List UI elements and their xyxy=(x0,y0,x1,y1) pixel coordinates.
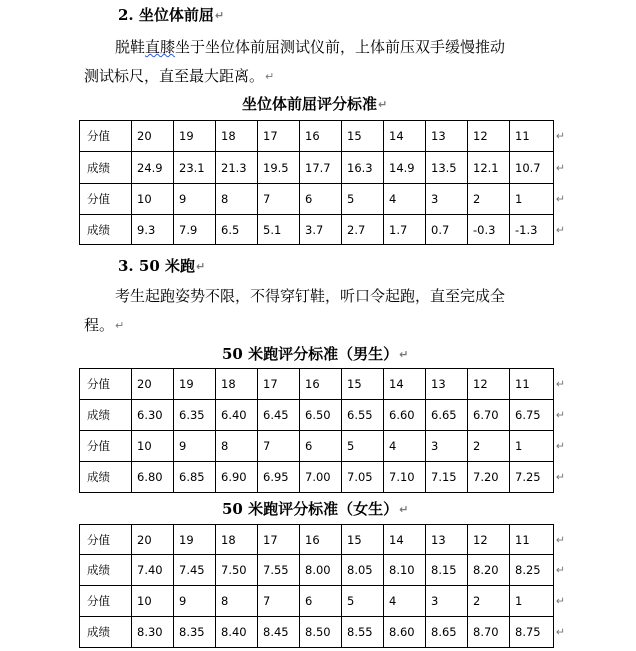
table-cell xyxy=(510,152,565,184)
row-label: 成绩 xyxy=(80,400,132,431)
cell-value: 21.3 xyxy=(221,160,247,175)
cell-value: 18 xyxy=(221,129,236,143)
table-cell xyxy=(258,462,300,493)
table-row xyxy=(80,400,554,431)
cell-value: 13 xyxy=(431,532,446,547)
table-cell xyxy=(342,152,384,184)
cell-value: 4 xyxy=(389,192,397,206)
table-cell xyxy=(510,184,565,215)
cell-value: 11 xyxy=(515,377,530,391)
cell-value: 9.3 xyxy=(137,222,156,237)
cell-value: 8 xyxy=(221,594,229,608)
row-label: 成绩 xyxy=(80,617,132,648)
table-cell xyxy=(300,184,342,215)
table-cell xyxy=(468,462,510,493)
table-cell xyxy=(468,617,510,648)
table-row xyxy=(80,152,554,184)
cell-value: 8.45 xyxy=(263,625,289,639)
table-cell xyxy=(384,400,426,431)
table-cell xyxy=(132,121,174,152)
table-cell xyxy=(258,121,300,152)
table-cell xyxy=(174,431,216,462)
table-cell xyxy=(342,431,384,462)
table-cell xyxy=(510,462,565,493)
table-cell xyxy=(216,215,258,245)
cell-value: 7 xyxy=(263,594,271,608)
table-cell xyxy=(510,617,565,648)
cell-value: 9 xyxy=(179,439,187,453)
table-cell xyxy=(216,121,258,152)
table-cell xyxy=(216,462,258,493)
cell-value: 13 xyxy=(431,377,446,391)
table-cell xyxy=(342,462,384,493)
table-cell xyxy=(426,400,468,431)
cell-value: 8.05 xyxy=(347,563,373,577)
cell-value: 3.7 xyxy=(305,222,324,237)
table-cell xyxy=(510,525,565,555)
table-cell xyxy=(384,431,426,462)
table-cell xyxy=(132,586,174,617)
cell-value: 6.35 xyxy=(179,408,205,422)
cell-value: 2.7 xyxy=(347,222,366,237)
table-cell xyxy=(342,400,384,431)
cell-value: 6.90 xyxy=(221,470,247,484)
table-cell xyxy=(300,152,342,184)
table-cell xyxy=(426,184,468,215)
table-cell xyxy=(468,215,510,245)
table-cell xyxy=(132,617,174,648)
row-label: 成绩 xyxy=(80,555,132,586)
cell-value: 8 xyxy=(221,192,229,206)
cell-value: 16 xyxy=(305,129,320,143)
cell-value: 7 xyxy=(263,439,271,453)
spellcheck-underlined-word: 直膝 xyxy=(145,38,176,56)
cell-value: 8.50 xyxy=(305,625,331,639)
cell-value: 15 xyxy=(347,377,362,391)
table-cell xyxy=(342,586,384,617)
cell-value: 5.1 xyxy=(263,222,282,237)
table-cell xyxy=(300,525,342,555)
row-label: 成绩 xyxy=(80,462,132,493)
cell-value: 6.80 xyxy=(137,470,163,484)
table-cell xyxy=(510,400,565,431)
table-cell xyxy=(426,152,468,184)
cell-value: 7.50 xyxy=(221,563,247,577)
cell-value: 19 xyxy=(179,532,194,547)
table-cell xyxy=(300,121,342,152)
table-cell xyxy=(174,369,216,400)
cell-value: 7.40 xyxy=(137,563,163,577)
table-cell xyxy=(174,555,216,586)
table-cell xyxy=(300,369,342,400)
table-cell xyxy=(342,525,384,555)
cell-value: 8.30 xyxy=(137,625,163,639)
cell-value: 8.10 xyxy=(389,563,415,577)
paragraph-mark-icon: ↵ xyxy=(399,348,409,361)
section-heading-50m-run: 3. 50 米跑↵ xyxy=(118,257,206,275)
cell-value: 12 xyxy=(473,129,488,143)
row-label: 成绩 xyxy=(80,215,132,245)
cell-value: 6.85 xyxy=(179,470,205,484)
table-row xyxy=(80,555,554,586)
row-label: 分值 xyxy=(80,431,132,462)
row-end-mark-icon: ↵ xyxy=(555,223,565,236)
table-cell xyxy=(342,555,384,586)
table-cell xyxy=(216,369,258,400)
row-end-mark-icon: ↵ xyxy=(555,161,565,174)
50m-female-score-table xyxy=(79,524,565,648)
cell-value: 20 xyxy=(137,129,152,143)
cell-value: 8.40 xyxy=(221,625,247,639)
cell-value: 8.35 xyxy=(179,625,205,639)
section-heading-sit-and-reach: 2. 坐位体前屈↵ xyxy=(118,6,225,24)
table-cell xyxy=(174,121,216,152)
cell-value: 10 xyxy=(137,594,152,608)
table-cell xyxy=(258,617,300,648)
table-cell xyxy=(174,525,216,555)
table-row xyxy=(80,184,554,215)
table-cell xyxy=(300,586,342,617)
cell-value: 13 xyxy=(431,129,446,143)
cell-value: 7.9 xyxy=(179,222,198,237)
table-cell xyxy=(468,369,510,400)
cell-value: 16 xyxy=(305,377,320,391)
table-cell xyxy=(258,400,300,431)
cell-value: 14 xyxy=(389,377,404,391)
table-cell xyxy=(384,525,426,555)
cell-value: 14 xyxy=(389,129,404,143)
table-cell xyxy=(426,555,468,586)
cell-value: 6.95 xyxy=(263,470,289,484)
table-cell xyxy=(342,121,384,152)
table-cell xyxy=(174,617,216,648)
table-cell xyxy=(174,152,216,184)
cell-value: 6.60 xyxy=(389,408,415,422)
table-cell xyxy=(258,525,300,555)
table-cell xyxy=(300,617,342,648)
cell-value: 7.10 xyxy=(389,470,415,484)
table-cell xyxy=(384,121,426,152)
table-cell xyxy=(216,617,258,648)
table-row xyxy=(80,586,554,617)
cell-value: 1 xyxy=(515,192,523,206)
table-cell xyxy=(132,215,174,245)
table-cell xyxy=(132,431,174,462)
cell-value: 17 xyxy=(263,377,278,391)
row-end-mark-icon: ↵ xyxy=(555,129,565,143)
cell-value: 4 xyxy=(389,594,397,608)
sit-and-reach-score-table xyxy=(79,120,565,245)
cell-value: 24.9 xyxy=(137,160,163,175)
cell-value: 6.70 xyxy=(473,408,499,422)
cell-value: 12 xyxy=(473,532,488,547)
table-cell xyxy=(216,152,258,184)
cell-value: 1 xyxy=(515,594,523,608)
table-cell xyxy=(426,121,468,152)
table-cell xyxy=(468,525,510,555)
cell-value: 6 xyxy=(305,192,313,206)
table-cell xyxy=(342,369,384,400)
cell-value: 8.70 xyxy=(473,625,499,639)
cell-value: 19 xyxy=(179,377,194,391)
cell-value: 8.65 xyxy=(431,625,457,639)
table-cell xyxy=(258,184,300,215)
table-cell xyxy=(258,586,300,617)
table-cell xyxy=(468,152,510,184)
table-cell xyxy=(384,617,426,648)
table-cell xyxy=(300,462,342,493)
cell-value: -1.3 xyxy=(515,222,538,237)
paragraph-mark-icon: ↵ xyxy=(399,503,409,516)
table-cell xyxy=(132,555,174,586)
cell-value: 7 xyxy=(263,192,271,206)
table-cell xyxy=(132,462,174,493)
table-cell xyxy=(216,586,258,617)
table-cell xyxy=(174,400,216,431)
table-cell xyxy=(384,555,426,586)
table-cell xyxy=(300,555,342,586)
table-row xyxy=(80,525,554,555)
cell-value: 4 xyxy=(389,439,397,453)
cell-value: 9 xyxy=(179,192,187,206)
row-end-mark-icon: ↵ xyxy=(555,533,565,546)
cell-value: 18 xyxy=(221,377,236,391)
row-label: 分值 xyxy=(80,525,132,555)
row-end-mark-icon: ↵ xyxy=(555,594,565,608)
table-cell xyxy=(384,215,426,245)
cell-value: 6.65 xyxy=(431,408,457,422)
table-cell xyxy=(468,431,510,462)
cell-value: 3 xyxy=(431,594,439,608)
cell-value: 16 xyxy=(305,532,320,547)
cell-value: 8.60 xyxy=(389,625,415,639)
table-cell xyxy=(216,400,258,431)
table-cell xyxy=(216,525,258,555)
table-cell xyxy=(426,431,468,462)
cell-value: 20 xyxy=(137,377,152,391)
row-label: 分值 xyxy=(80,586,132,617)
table-cell xyxy=(468,184,510,215)
row-end-mark-icon: ↵ xyxy=(555,470,565,484)
table-cell xyxy=(132,152,174,184)
table-cell xyxy=(300,215,342,245)
row-end-mark-icon: ↵ xyxy=(555,439,565,453)
table-cell xyxy=(426,525,468,555)
cell-value: 5 xyxy=(347,594,355,608)
paragraph-mark-icon: ↵ xyxy=(195,260,206,273)
cell-value: 6.55 xyxy=(347,408,373,422)
cell-value: 6 xyxy=(305,594,313,608)
table-title-50m-female: 50 米跑评分标准（女生）↵ xyxy=(222,500,409,518)
row-end-mark-icon: ↵ xyxy=(555,563,565,577)
cell-value: 0.7 xyxy=(431,222,450,237)
table-cell xyxy=(258,215,300,245)
table-cell xyxy=(384,586,426,617)
table-row xyxy=(80,617,554,648)
cell-value: 6.40 xyxy=(221,408,247,422)
table-cell xyxy=(132,369,174,400)
table-row xyxy=(80,121,554,152)
table-cell xyxy=(384,152,426,184)
table-cell xyxy=(342,617,384,648)
table-cell xyxy=(132,400,174,431)
cell-value: 2 xyxy=(473,594,481,608)
cell-value: 2 xyxy=(473,439,481,453)
cell-value: 8.75 xyxy=(515,625,541,639)
table-cell xyxy=(426,369,468,400)
row-end-mark-icon: ↵ xyxy=(555,408,565,422)
cell-value: 3 xyxy=(431,439,439,453)
cell-value: 1.7 xyxy=(389,222,408,237)
table-cell xyxy=(468,400,510,431)
table-cell xyxy=(510,121,565,152)
cell-value: 18 xyxy=(221,532,236,547)
row-end-mark-icon: ↵ xyxy=(555,192,565,206)
cell-value: 12 xyxy=(473,377,488,391)
table-row xyxy=(80,369,554,400)
cell-value: 7.20 xyxy=(473,470,499,484)
table-cell xyxy=(174,586,216,617)
cell-value: 14 xyxy=(389,532,404,547)
table-cell xyxy=(510,555,565,586)
table-title-50m-male: 50 米跑评分标准（男生）↵ xyxy=(222,345,409,363)
table-cell xyxy=(384,184,426,215)
table-cell xyxy=(258,555,300,586)
cell-value: 7.25 xyxy=(515,470,541,484)
cell-value: 17 xyxy=(263,129,278,143)
cell-value: 1 xyxy=(515,439,523,453)
cell-value: 11 xyxy=(515,129,530,143)
table-cell xyxy=(510,215,565,245)
table-cell xyxy=(300,400,342,431)
cell-value: 5 xyxy=(347,192,355,206)
paragraph-mark-icon: ↵ xyxy=(265,70,275,83)
cell-value: 7.55 xyxy=(263,563,289,577)
cell-value: 7.00 xyxy=(305,470,331,484)
cell-value: 6.5 xyxy=(221,222,240,237)
table-cell xyxy=(510,369,565,400)
table-cell xyxy=(342,215,384,245)
table-cell xyxy=(384,369,426,400)
table-row xyxy=(80,215,554,245)
cell-value: 8 xyxy=(221,439,229,453)
table-cell xyxy=(174,462,216,493)
50m-run-description: 考生起跑姿势不限，不得穿钉鞋，听口令起跑，直至完成全 程。↵ xyxy=(84,287,506,334)
cell-value: 10 xyxy=(137,439,152,453)
table-cell xyxy=(216,555,258,586)
table-cell xyxy=(132,525,174,555)
cell-value: 6.50 xyxy=(305,408,331,422)
cell-value: 2 xyxy=(473,192,481,206)
row-end-mark-icon: ↵ xyxy=(555,377,565,391)
table-cell xyxy=(468,555,510,586)
cell-value: 10 xyxy=(137,192,152,206)
table-cell xyxy=(510,586,565,617)
table-cell xyxy=(510,431,565,462)
cell-value: 13.5 xyxy=(431,160,457,175)
table-cell xyxy=(426,586,468,617)
cell-value: 9 xyxy=(179,594,187,608)
cell-value: 8.15 xyxy=(431,563,457,577)
cell-value: 6.30 xyxy=(137,408,163,422)
paragraph-mark-icon: ↵ xyxy=(214,9,225,22)
table-cell xyxy=(132,184,174,215)
cell-value: 19.5 xyxy=(263,160,289,175)
table-cell xyxy=(216,431,258,462)
row-label: 成绩 xyxy=(80,152,132,184)
row-label: 分值 xyxy=(80,121,132,152)
table-cell xyxy=(174,215,216,245)
cell-value: 6.75 xyxy=(515,408,541,422)
table-cell xyxy=(342,184,384,215)
table-cell xyxy=(468,121,510,152)
cell-value: 20 xyxy=(137,532,152,547)
table-cell xyxy=(384,462,426,493)
row-label: 分值 xyxy=(80,184,132,215)
table-cell xyxy=(258,369,300,400)
cell-value: 5 xyxy=(347,439,355,453)
row-end-mark-icon: ↵ xyxy=(555,625,565,639)
cell-value: 14.9 xyxy=(389,160,415,175)
table-cell xyxy=(468,586,510,617)
cell-value: 8.20 xyxy=(473,563,499,577)
cell-value: 16.3 xyxy=(347,160,373,175)
cell-value: 10.7 xyxy=(515,160,541,175)
50m-male-score-table xyxy=(79,368,565,493)
table-cell xyxy=(426,462,468,493)
cell-value: 17.7 xyxy=(305,160,331,175)
cell-value: 8.00 xyxy=(305,563,331,577)
cell-value: 11 xyxy=(515,532,530,547)
cell-value: 6.45 xyxy=(263,408,289,422)
table-cell xyxy=(426,617,468,648)
table-cell xyxy=(426,215,468,245)
cell-value: 17 xyxy=(263,532,278,547)
table-cell xyxy=(174,184,216,215)
cell-value: 23.1 xyxy=(179,160,205,175)
paragraph-mark-icon: ↵ xyxy=(378,98,388,111)
paragraph-mark-icon: ↵ xyxy=(115,319,125,332)
cell-value: 7.05 xyxy=(347,470,373,484)
table-row xyxy=(80,431,554,462)
table-cell xyxy=(300,431,342,462)
cell-value: 15 xyxy=(347,532,362,547)
table-cell xyxy=(216,184,258,215)
cell-value: 3 xyxy=(431,192,439,206)
cell-value: 7.15 xyxy=(431,470,457,484)
table-cell xyxy=(258,152,300,184)
cell-value: 12.1 xyxy=(473,160,499,175)
cell-value: 8.55 xyxy=(347,625,373,639)
row-label: 分值 xyxy=(80,369,132,400)
table-row xyxy=(80,462,554,493)
cell-value: 6 xyxy=(305,439,313,453)
cell-value: 7.45 xyxy=(179,563,205,577)
cell-value: 8.25 xyxy=(515,563,541,577)
table-cell xyxy=(258,431,300,462)
cell-value: 15 xyxy=(347,129,362,143)
sit-and-reach-description: 脱鞋直膝坐于坐位体前屈测试仪前，上体前压双手缓慢推动 测试标尺，直至最大距离。↵ xyxy=(84,38,506,85)
table-title-sit-and-reach: 坐位体前屈评分标准↵ xyxy=(242,95,388,113)
cell-value: -0.3 xyxy=(473,222,496,237)
cell-value: 19 xyxy=(179,129,194,143)
